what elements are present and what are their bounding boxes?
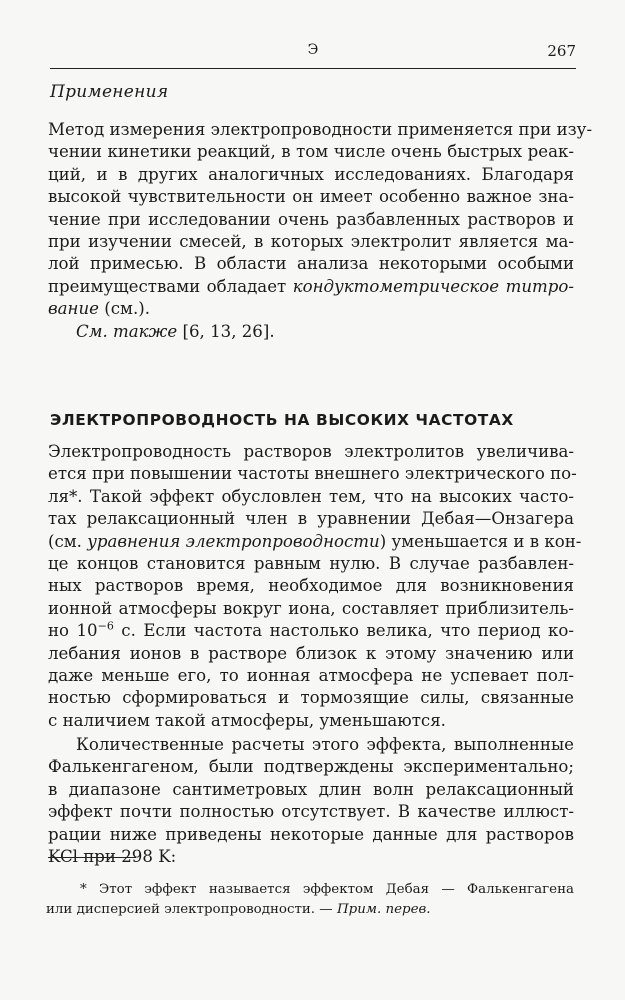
text-line: це концов становится равным нулю. В случае разбавлен-: [48, 554, 574, 574]
text-run: (см.: [48, 531, 88, 551]
cross-reference: уравнения электропроводности: [87, 531, 380, 551]
text-line: [48, 620, 574, 642]
term-conductometric-titration-end: вание: [48, 299, 99, 319]
term-conductometric-titration: кондуктометрическое титро-: [292, 276, 574, 296]
text-line: ется при повышении частоты внешнего электрического по-: [48, 464, 577, 484]
header-rule: [50, 68, 576, 69]
text-line: ля*. Такой эффект обусловлен тем, что на высоких часто-: [48, 486, 574, 506]
text-line: рации ниже приведены некоторые данные для растворов: [48, 824, 574, 844]
text-run: ) уменьшается и в кон-: [379, 531, 582, 551]
text-run: но 10: [48, 621, 98, 641]
text-line: ций, и в других аналогичных исследованиях. Благодаря: [48, 164, 574, 184]
text-line: Количественные расчеты этого эффекта, выполненные: [76, 735, 574, 754]
footnote-line: [46, 900, 574, 920]
text-line: тах релаксационный член в уравнении Дебая—Онзагера: [48, 509, 574, 529]
text-line: эффект почти полностью отсутствует. В качестве иллюст-: [48, 802, 574, 822]
text-line: даже меньше его, то ионная атмосфера не успевает пол-: [48, 666, 574, 686]
text-line: высокой чувствительности он имеет особенно важное зна-: [48, 187, 574, 207]
text-line: лой примесью. В области анализа некоторыми особыми: [48, 254, 574, 274]
translator-note: Прим. перев.: [336, 902, 431, 917]
text-line: ностью сформироваться и тормозящие силы, связанные: [48, 688, 574, 708]
text-line: ионной атмосферы вокруг иона, составляет приблизитель-: [48, 598, 574, 618]
text-line: [48, 298, 574, 320]
text-line: Метод измерения электропроводности применяется при изу-: [48, 120, 593, 139]
text-line: KCl при 298 K:: [48, 847, 177, 867]
see-also-line: [48, 321, 574, 343]
text-line: Фалькенгагеном, были подтверждены экспериментально;: [48, 757, 574, 777]
text-run: преимуществами обладает: [48, 276, 293, 296]
see-also-refs: [6, 13, 26].: [177, 321, 275, 341]
section-heading: ЭЛЕКТРОПРОВОДНОСТЬ НА ВЫСОКИХ ЧАСТОТАХ: [50, 411, 514, 429]
text-line: в диапазоне сантиметровых длин волн релаксационный: [48, 779, 574, 799]
hf-paragraph-2: [48, 734, 574, 868]
text-line: Электропроводность растворов электролитов увеличива-: [48, 442, 574, 461]
footnote: [46, 880, 574, 920]
text-line: [48, 531, 582, 553]
applications-paragraph: [48, 119, 593, 343]
text-run: (см.).: [99, 299, 150, 319]
text-line: при изучении смесей, в которых электролит является ма-: [48, 232, 574, 252]
exponent: −6: [97, 619, 114, 633]
footnote-rule: [48, 857, 136, 858]
applications-heading: Применения: [50, 82, 169, 102]
footnote-line: * Этот эффект называется эффектом Дебая — Фалькенгагена: [80, 882, 574, 897]
text-line: с наличием такой атмосферы, уменьшаются.: [48, 710, 446, 730]
text-line: лебания ионов в растворе близок к этому значению или: [48, 643, 574, 663]
running-head: Э: [307, 42, 319, 58]
see-also-label: См. также: [76, 321, 178, 341]
text-line: ных растворов время, необходимое для возникновения: [48, 576, 574, 596]
text-run: или дисперсией электропроводности. —: [46, 902, 337, 917]
text-run: с. Если частота настолько велика, что период ко-: [113, 621, 574, 641]
hf-paragraph-1: [48, 441, 582, 732]
page-number: 267: [547, 42, 576, 60]
text-line: [48, 276, 574, 298]
text-line: чении кинетики реакций, в том числе очень быстрых реак-: [48, 142, 574, 162]
text-line: чение при исследовании очень разбавленных растворов и: [48, 209, 574, 229]
page-header: [50, 40, 576, 66]
